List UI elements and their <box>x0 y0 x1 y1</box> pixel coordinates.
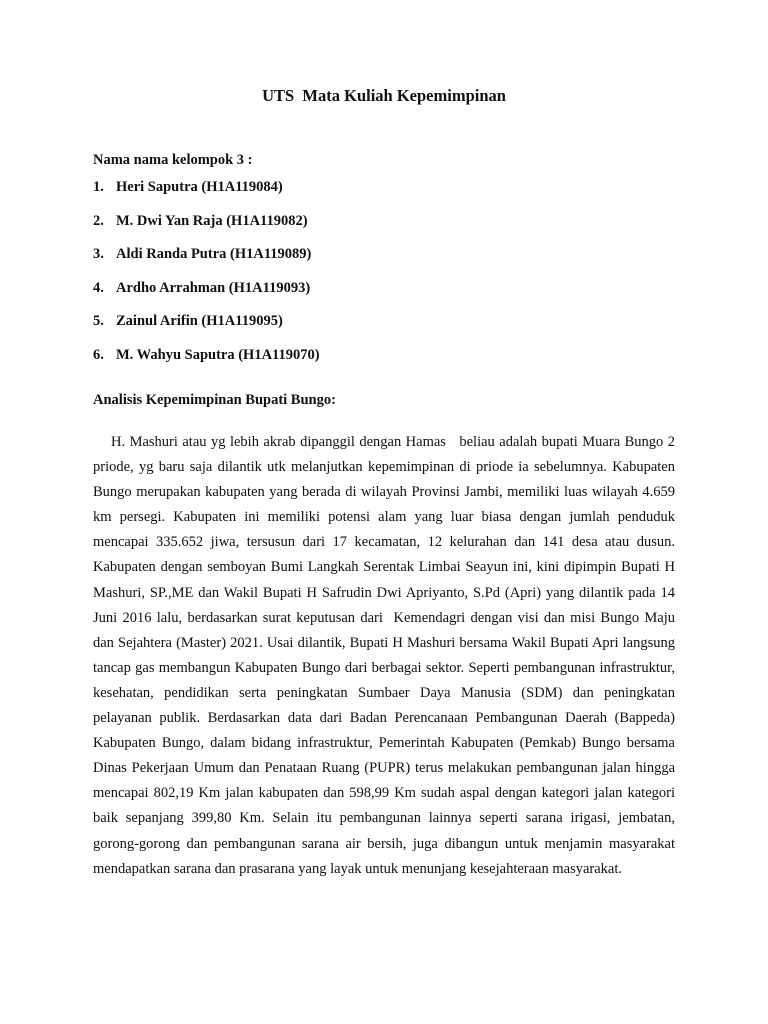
member-name: M. Dwi Yan Raja (H1A119082) <box>116 212 308 229</box>
member-number: 6. <box>93 346 104 363</box>
page-title: UTS Mata Kuliah Kepemimpinan <box>262 86 506 105</box>
member-item <box>93 246 320 280</box>
member-number: 4. <box>93 279 104 296</box>
member-name: Ardho Arrahman (H1A119093) <box>116 279 311 296</box>
group-label: Nama nama kelompok 3 : <box>93 152 253 168</box>
member-name: Heri Saputra (H1A119084) <box>116 179 283 195</box>
member-name: Zainul Arifin (H1A119095) <box>116 313 283 330</box>
member-number: 5. <box>93 313 104 330</box>
member-item <box>93 280 320 314</box>
member-item <box>93 179 320 213</box>
member-item <box>93 347 320 381</box>
member-item <box>93 213 320 247</box>
member-number: 2. <box>93 212 104 229</box>
member-name: Aldi Randa Putra (H1A119089) <box>116 246 312 263</box>
member-number: 1. <box>93 179 104 195</box>
body-paragraph: H. Mashuri atau yg lebih akrab dipanggil dengan Hamas beliau adalah bupati Muara Bungo 2 priode, yg baru saja dilantik utk melanjutkan kepemimpinan di priode ia sebelumnya. Kabupaten Bungo merupakan kabupaten yang berada di wilayah Provinsi Jambi, memiliki luas wilayah 4.659 km persegi. Kabupaten ini memiliki potensi alam yang luar biasa dengan jumlah penduduk mencapai 335.652 jiwa, tersusun dari 17 kecamatan, 12 kelurahan dan 141 desa atau dusun. Kabupaten dengan semboyan Bumi Langkah Serentak Limbai Seayun ini, kini dipimpin Bupati H Mashuri, SP.,ME dan Wakil Bupati H Safrudin Dwi Apriyanto, S.Pd (Apri) yang dilantik pada 14 Juni 2016 lalu, berdasarkan surat keputusan dari Kemendagri dengan visi dan misi Bungo Maju dan Sejahtera (Master) 2021. Usai dilantik, Bupati H Mashuri bersama Wakil Bupati Apri langsung tancap gas membangun Kabupaten Bungo dari berbagai sektor. Seperti pembangunan infrastruktur, kesehatan, pendidikan serta peningkatan Sumbaer Daya Manusia (SDM) dan peningkatan pelayanan publik. Berdasarkan data dari Badan Perencanaan Pembangunan Daerah (Bappeda) Kabupaten Bungo, dalam bidang infrastruktur, Pemerintah Kabupaten (Pemkab) Bungo bersama Dinas Pekerjaan Umum dan Penataan Ruang (PUPR) terus melakukan pembangunan jalan hingga mencapai 802,19 Km jalan kabupaten dan 598,99 Km sudah aspal dengan kategori jalan kategori baik sepanjang 399,80 Km. Selain itu pembangunan lainnya seperti sarana irigasi, jembatan, gorong-gorong dan pembangunan sarana air bersih, juga dibangun untuk menjamin masyarakat mendapatkan sarana dan prasarana yang layak untuk menunjang kesejahteraan masyarakat. <box>93 434 679 877</box>
member-item <box>93 313 320 347</box>
member-number: 3. <box>93 246 104 263</box>
member-list <box>93 179 320 381</box>
section-heading: Analisis Kepemimpinan Bupati Bungo: <box>93 392 336 408</box>
member-name: M. Wahyu Saputra (H1A119070) <box>116 346 320 363</box>
